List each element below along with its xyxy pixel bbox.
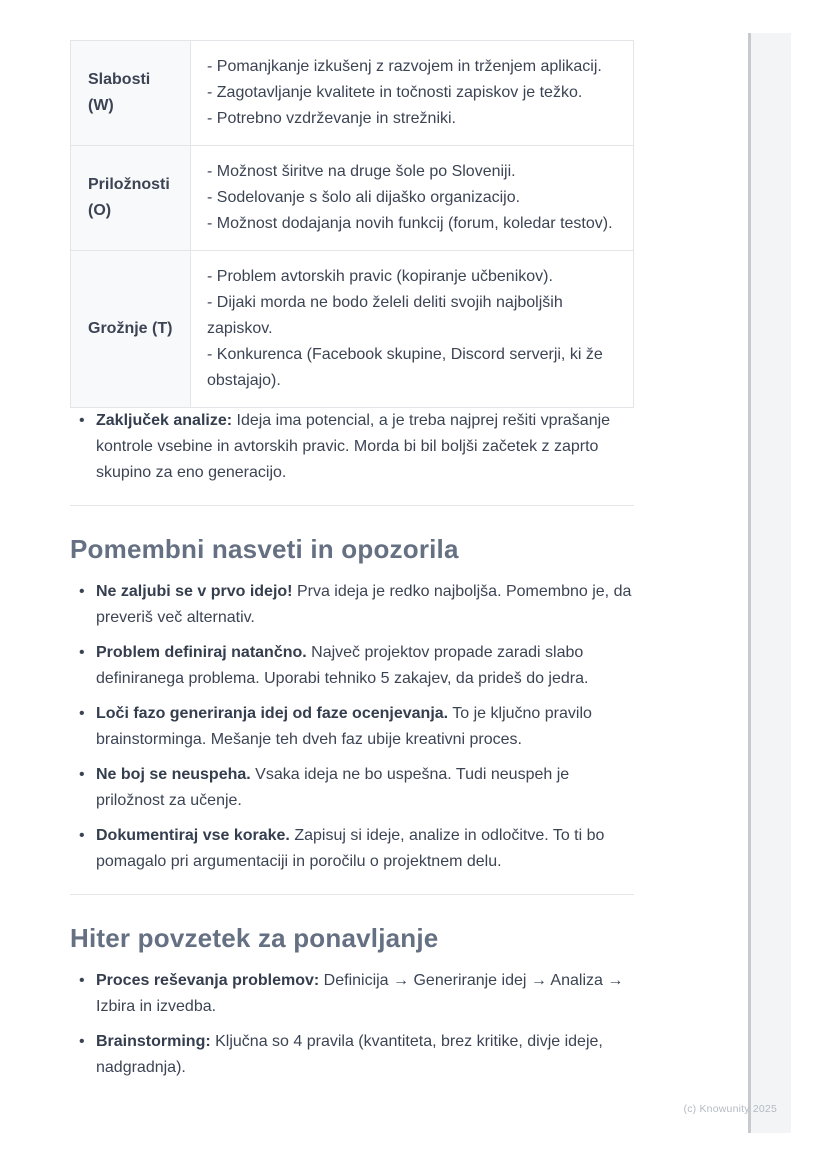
conclusion-bullet bbox=[70, 408, 634, 486]
swot-item: - Dijaki morda ne bodo želeli deliti svojih najboljših zapiskov. bbox=[207, 294, 563, 337]
bullet-lead: Ne boj se neuspeha. bbox=[96, 766, 251, 783]
swot-content-groznje bbox=[191, 251, 634, 408]
swot-item: - Konkurenca (Facebook skupine, Discord serverji, ki že obstajajo). bbox=[207, 346, 603, 389]
swot-item: - Možnost dodajanja novih funkcij (forum, koledar testov). bbox=[207, 215, 613, 232]
bullet-text: To je ključno pravilo brainstorminga. Mešanje teh dveh faz ubije kreativni proces. bbox=[96, 705, 592, 748]
list-item bbox=[70, 1029, 634, 1081]
bullet-lead: Problem definiraj natančno. bbox=[96, 644, 307, 661]
bullet-lead: Zaključek analize: bbox=[96, 412, 233, 429]
swot-label-groznje: Grožnje (T) bbox=[71, 251, 191, 408]
section-divider bbox=[70, 894, 634, 895]
swot-item: - Pomanjkanje izkušenj z razvojem in trženjem aplikacij. bbox=[207, 58, 602, 75]
swot-item: - Problem avtorskih pravic (kopiranje učbenikov). bbox=[207, 268, 553, 285]
swot-item: - Sodelovanje s šolo ali dijaško organizacijo. bbox=[207, 189, 521, 206]
list-item bbox=[70, 968, 634, 1020]
bullet-text: Ideja ima potencial, a je treba najprej rešiti vprašanje kontrole vsebine in avtorskih pravic. Morda bi bil boljši začetek z zaprto skupino za eno generacijo. bbox=[96, 412, 611, 481]
bullet-text: Ključna so 4 pravila (kvantiteta, brez kritike, divje ideje, nadgradnja). bbox=[96, 1033, 603, 1076]
section-title-nasveti: Pomembni nasveti in opozorila bbox=[70, 534, 459, 564]
table-row-priloznosti bbox=[71, 146, 634, 251]
bullet-text: Največ projektov propade zaradi slabo definiranega problema. Uporabi tehniko 5 zakajev, da prideš do jedra. bbox=[96, 644, 589, 687]
bullet-lead: Dokumentiraj vse korake. bbox=[96, 827, 290, 844]
table-row-groznje bbox=[71, 251, 634, 408]
bullet-lead: Loči fazo generiranja idej od faze ocenjevanja. bbox=[96, 705, 449, 722]
swot-label-slabosti: Slabosti (W) bbox=[71, 41, 191, 146]
bullet-lead: Ne zaljubi se v prvo idejo! bbox=[96, 583, 293, 600]
section-divider bbox=[70, 505, 634, 506]
document-content bbox=[70, 40, 634, 1090]
conclusion-list bbox=[70, 408, 634, 486]
swot-item: - Možnost širitve na druge šole po Sloveniji. bbox=[207, 163, 516, 180]
bullet-text: Prva ideja je redko najboljša. Pomembno je, da preveriš več alternativ. bbox=[96, 583, 632, 626]
bullet-text: Zapisuj si ideje, analize in odločitve. To ti bo pomagalo pri argumentaciji in poročilu o projektnem delu. bbox=[96, 827, 605, 870]
section-title-povzetek: Hiter povzetek za ponavljanje bbox=[70, 923, 439, 953]
swot-content-priloznosti bbox=[191, 146, 634, 251]
povzetek-list bbox=[70, 968, 634, 1081]
list-item bbox=[70, 762, 634, 814]
swot-item: - Potrebno vzdrževanje in strežniki. bbox=[207, 110, 456, 127]
list-item bbox=[70, 579, 634, 631]
table-row-slabosti bbox=[71, 41, 634, 146]
next-page-edge bbox=[748, 33, 791, 1133]
copyright-watermark: (c) Knowunity 2025 bbox=[683, 1103, 777, 1115]
swot-content-slabosti bbox=[191, 41, 634, 146]
bullet-lead: Brainstorming: bbox=[96, 1033, 211, 1050]
bullet-text: Definicija → Generiranje idej → Analiza → Izbira in izvedba. bbox=[96, 972, 624, 1015]
list-item bbox=[70, 823, 634, 875]
bullet-text: Vsaka ideja ne bo uspešna. Tudi neuspeh je priložnost za učenje. bbox=[96, 766, 570, 809]
swot-item: - Zagotavljanje kvalitete in točnosti zapiskov je težko. bbox=[207, 84, 583, 101]
list-item bbox=[70, 701, 634, 753]
swot-label-priloznosti: Priložnosti (O) bbox=[71, 146, 191, 251]
nasveti-list bbox=[70, 579, 634, 875]
list-item bbox=[70, 640, 634, 692]
bullet-lead: Proces reševanja problemov: bbox=[96, 972, 320, 989]
swot-table bbox=[70, 40, 634, 408]
